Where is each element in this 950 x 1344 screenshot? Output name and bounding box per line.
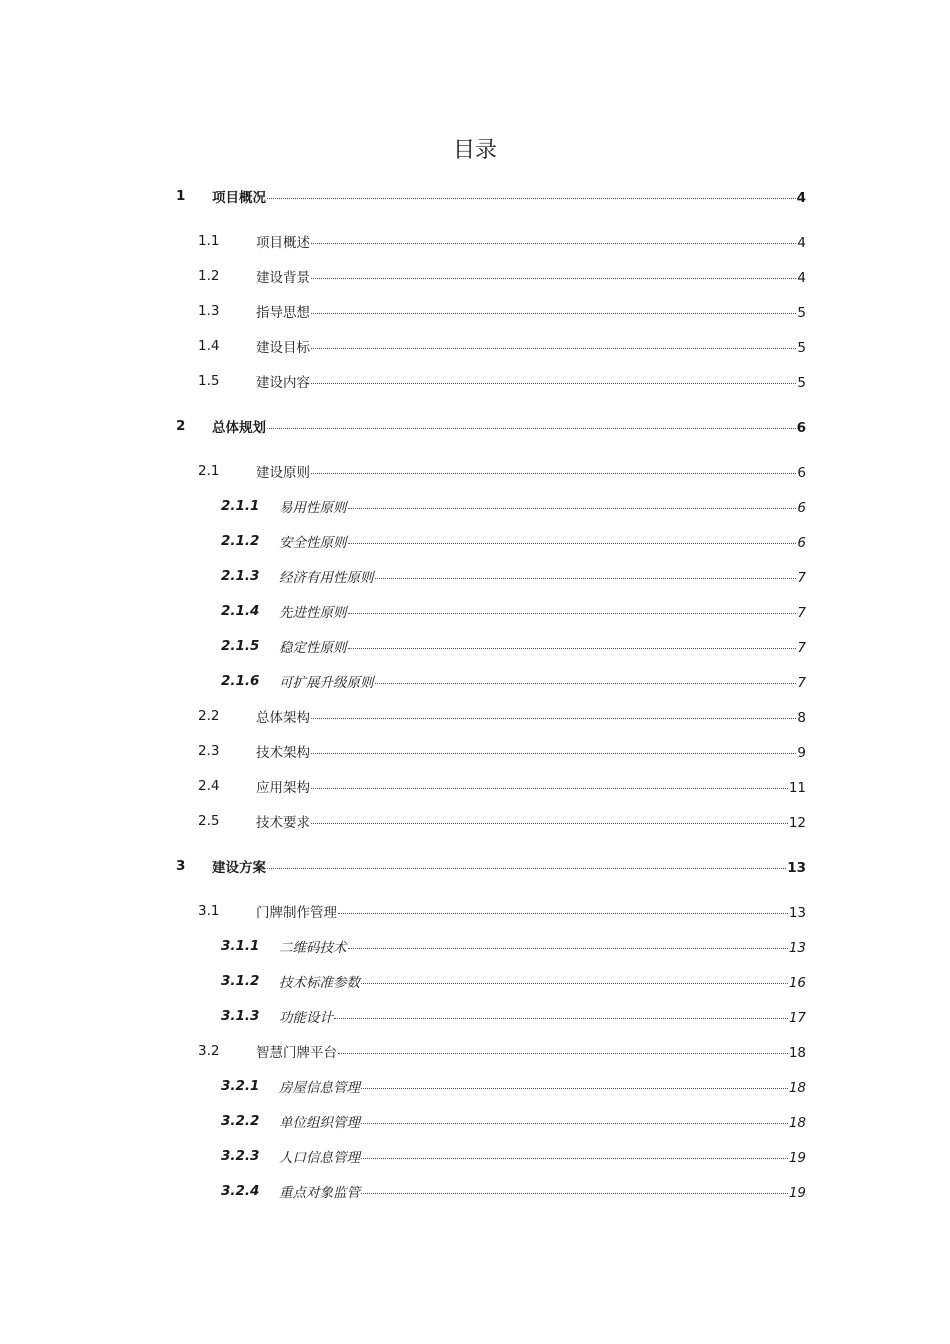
toc-entry-title: 指导思想	[256, 305, 310, 321]
toc-entry-title: 建设方案	[212, 860, 266, 876]
toc-entry-page: 18	[788, 1045, 806, 1061]
toc-entry-title: 安全性原则	[279, 535, 347, 551]
toc-entry-page: 13	[787, 860, 806, 876]
toc-entry-page: 7	[797, 570, 806, 586]
toc-entry-page: 18	[788, 1115, 806, 1131]
dot-leader	[348, 527, 797, 544]
dot-leader	[311, 262, 796, 279]
toc-entry[interactable]	[198, 300, 806, 322]
toc-entry-page: 6	[797, 500, 806, 516]
toc-entry[interactable]	[221, 670, 806, 692]
toc-entry-title: 总体规划	[212, 420, 266, 436]
dot-leader	[361, 1142, 788, 1159]
toc-entry[interactable]	[198, 775, 806, 797]
toc-entry-title: 门牌制作管理	[256, 905, 337, 921]
toc-entry-number: 2.3	[198, 743, 220, 759]
toc-entry-page: 18	[788, 1080, 806, 1096]
toc-entry-title: 稳定性原则	[279, 640, 347, 656]
toc-entry-page: 5	[797, 305, 806, 321]
dot-leader	[361, 967, 788, 984]
toc-entry-title: 项目概述	[256, 235, 310, 251]
toc-entry[interactable]	[221, 1075, 806, 1097]
toc-entry[interactable]	[198, 1040, 806, 1062]
toc-entry[interactable]	[198, 740, 806, 762]
dot-leader	[311, 737, 796, 754]
toc-entry-page: 7	[797, 640, 806, 656]
toc-entry-page: 13	[788, 940, 806, 956]
toc-entry-number: 2.2	[198, 708, 220, 724]
toc-entry-number: 2.1	[198, 463, 220, 479]
toc-entry[interactable]	[221, 1005, 806, 1027]
toc-entry[interactable]	[198, 460, 806, 482]
toc-entry[interactable]	[198, 370, 806, 392]
toc-entry[interactable]	[221, 1145, 806, 1167]
toc-entry-title: 房屋信息管理	[279, 1080, 360, 1096]
toc-entry-title: 项目概况	[212, 190, 266, 206]
toc-entry-page: 19	[788, 1150, 806, 1166]
toc-entry-number: 3	[176, 858, 186, 874]
toc-entry-number: 2.4	[198, 778, 220, 794]
toc-entry[interactable]	[198, 705, 806, 727]
toc-entry[interactable]	[221, 565, 806, 587]
dot-leader	[361, 1107, 788, 1124]
dot-leader	[338, 1037, 788, 1054]
toc-entry-page: 6	[797, 535, 806, 551]
toc-entry-title: 二维码技术	[279, 940, 347, 956]
toc-entry-title: 智慧门牌平台	[256, 1045, 337, 1061]
toc-entry-number: 2.1.5	[221, 638, 260, 654]
toc-entry-number: 1.5	[198, 373, 220, 389]
toc-entry-number: 3.2.4	[221, 1183, 260, 1199]
toc-entry-number: 3.1.1	[221, 938, 260, 954]
dot-leader	[267, 852, 786, 869]
toc-entry-title: 易用性原则	[279, 500, 347, 516]
toc-entry-title: 经济有用性原则	[279, 570, 374, 586]
toc-entry[interactable]	[221, 935, 806, 957]
dot-leader	[375, 562, 797, 579]
dot-leader	[348, 932, 788, 949]
toc-entry-number: 1.2	[198, 268, 220, 284]
toc-entry-title: 技术标准参数	[279, 975, 360, 991]
toc-entry-page: 9	[797, 745, 806, 761]
toc-entry[interactable]	[221, 970, 806, 992]
toc-entry-page: 4	[796, 190, 806, 206]
toc-entry-title: 建设原则	[256, 465, 310, 481]
toc-entry-number: 1.3	[198, 303, 220, 319]
toc-entry-number: 2.1.6	[221, 673, 260, 689]
toc-entry-number: 3.2	[198, 1043, 220, 1059]
toc-entry[interactable]	[198, 265, 806, 287]
dot-leader	[338, 897, 788, 914]
dot-leader	[267, 412, 796, 429]
toc-entry[interactable]	[198, 335, 806, 357]
toc-entry-page: 6	[796, 420, 806, 436]
toc-entry-number: 2.1.3	[221, 568, 260, 584]
toc-entry-number: 2.1.1	[221, 498, 260, 514]
toc-entry-title: 重点对象监管	[279, 1185, 360, 1201]
toc-entry-page: 13	[788, 905, 806, 921]
dot-leader	[348, 492, 797, 509]
toc-entry-page: 7	[797, 605, 806, 621]
toc-entry[interactable]	[198, 230, 806, 252]
toc-entry-number: 2	[176, 418, 186, 434]
toc-entry-title: 总体架构	[256, 710, 310, 726]
toc-entry-title: 应用架构	[256, 780, 310, 796]
toc-entry-page: 17	[788, 1010, 806, 1026]
dot-leader	[311, 457, 796, 474]
toc-entry-page: 7	[797, 675, 806, 691]
toc-entry-number: 2.1.4	[221, 603, 260, 619]
toc-entry[interactable]	[221, 600, 806, 622]
toc-entry-number: 1	[176, 188, 186, 204]
toc-entry[interactable]	[198, 810, 806, 832]
dot-leader	[311, 367, 796, 384]
toc-entry-page: 8	[797, 710, 806, 726]
toc-entry-page: 6	[797, 465, 806, 481]
dot-leader	[311, 772, 788, 789]
toc-entry-page: 12	[788, 815, 806, 831]
toc-entry[interactable]	[221, 1110, 806, 1132]
toc-entry-number: 3.2.1	[221, 1078, 260, 1094]
toc-entry-number: 1.4	[198, 338, 220, 354]
toc-entry[interactable]	[176, 855, 806, 877]
dot-leader	[311, 807, 788, 824]
toc-entry-title: 人口信息管理	[279, 1150, 360, 1166]
toc-entry-number: 3.2.2	[221, 1113, 260, 1129]
toc-entry-page: 16	[788, 975, 806, 991]
page-title: 目录	[452, 138, 497, 163]
toc-entry[interactable]	[198, 900, 806, 922]
dot-leader	[334, 1002, 788, 1019]
toc-entry[interactable]	[221, 635, 806, 657]
dot-leader	[375, 667, 797, 684]
toc-entry-title: 建设目标	[256, 340, 310, 356]
toc-entry-page: 5	[797, 375, 806, 391]
toc-entry[interactable]	[176, 415, 806, 437]
dot-leader	[311, 702, 796, 719]
toc-entry-title: 可扩展升级原则	[279, 675, 374, 691]
toc-entry-number: 3.1.3	[221, 1008, 260, 1024]
toc-entry[interactable]	[176, 185, 806, 207]
toc-entry-number: 3.1	[198, 903, 220, 919]
toc-entry-number: 2.5	[198, 813, 220, 829]
dot-leader	[361, 1177, 788, 1194]
toc-entry-page: 5	[797, 340, 806, 356]
toc-entry[interactable]	[221, 495, 806, 517]
toc-entry-title: 建设背景	[256, 270, 310, 286]
dot-leader	[348, 632, 797, 649]
toc-entry-title: 技术架构	[256, 745, 310, 761]
toc-entry-page: 11	[788, 780, 806, 796]
toc-entry-title: 先进性原则	[279, 605, 347, 621]
toc-entry-number: 3.1.2	[221, 973, 260, 989]
toc-entry[interactable]	[221, 530, 806, 552]
toc-entry-number: 1.1	[198, 233, 220, 249]
toc-entry-title: 技术要求	[256, 815, 310, 831]
dot-leader	[348, 597, 797, 614]
toc-entry-page: 4	[797, 235, 806, 251]
toc-entry[interactable]	[221, 1180, 806, 1202]
dot-leader	[267, 182, 796, 199]
toc-entry-title: 功能设计	[279, 1010, 333, 1026]
dot-leader	[361, 1072, 788, 1089]
toc-entry-title: 建设内容	[256, 375, 310, 391]
toc-entry-page: 19	[788, 1185, 806, 1201]
dot-leader	[311, 332, 796, 349]
toc-entry-number: 2.1.2	[221, 533, 260, 549]
toc-entry-number: 3.2.3	[221, 1148, 260, 1164]
toc-entry-page: 4	[797, 270, 806, 286]
toc-entry-title: 单位组织管理	[279, 1115, 360, 1131]
dot-leader	[311, 227, 796, 244]
dot-leader	[311, 297, 796, 314]
